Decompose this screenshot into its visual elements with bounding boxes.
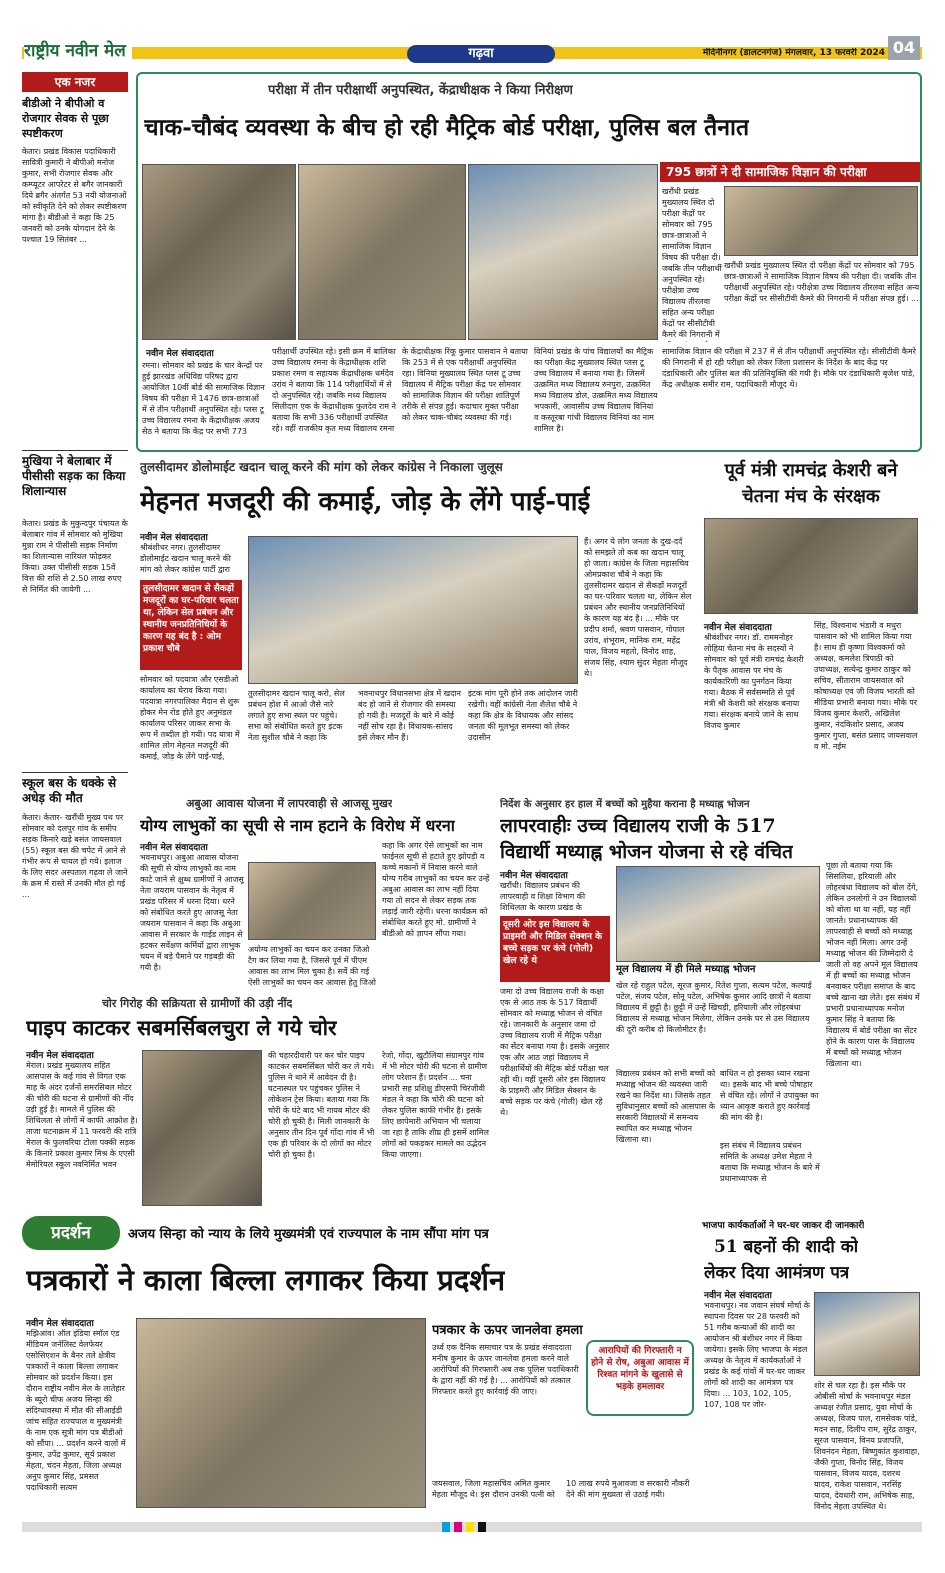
congress-body-4: भवनाथपुर विधानसभा क्षेत्र में खदान बंद हो जाने से रोजगार की समस्या हो गयी है। मजदूरों के बारे में कोई नहीं सोच रहा है। विधायक-सांसद इसे लेकर मौन हैं। [358,689,461,742]
mdm-body-4: विद्यालय प्रबंधन को सभी बच्चों को मध्याह्न भोजन की व्यवस्था जारी रखने का निर्देश था। जिसके तहत सुविधानुसार बच्चों को आसपास के सरकारी विद्यालयों में समन्वय स्थापित कर मध्याह्न भोजन खिलाना था। [616,1069,716,1144]
sidebar-label: एक नजर [22,72,128,92]
registration-mark [454,1522,462,1532]
lead-kharoundhi-text: खरौंधी प्रखंड मुख्यालय स्थित दो परीक्षा केंद्रों पर सोमवार को 795 छात्र-छात्राओं ने सामाजिक विज्ञान विषय की परीक्षा दी। जबकि तीन परीक्षार्थी अनुपस्थित रहे। परीक्षेत्रा उच्च विद्यालय तीरलवा सहित अन्य परीक्षा केंद्रों पर सीसीटीवी कैमरे की निगरानी में [662,187,722,339]
pipe-body-2: की चहारदीवारी पर कर चोर पाइप काटकर सबमर्सिबल चोरी कर ले गये। पुलिस ने थाने में आवेदन दी है। घटनास्थल पर पहुंचकर पुलिस ने लोकेशन ट्रेस किया। बताया गया कि चोरी के घंटे बाद भी गायब मोटर की चोरी हो चुकी है। मिली जानकारी के अनुसार तीन दिन पूर्व गोंदा गांव में भी एक ही परिवार के दो लोगों का मोटर चोरी हो चुका है। [268,1051,375,1159]
sidebar-story-3-body: केतार। केतार- खरौंधी मुख्य पथ पर सोमवार को दलपुर गांव के समीप सड़क किनारे खड़े बसंत जायसवाल (55) स्कूल बस की चपेट में आने से गंभीर रूप से घायल हो गये। इलाज के लिए सदर अस्पताल गढ़वा ले जाने के क्रम में रास्ते में उनकी मौत हो गई ... [22,813,128,899]
protest-kicker: अजय सिन्हा को न्याय के लिये मुख्यमंत्री एवं राज्यपाल के नाम सौंपा मांग पत्र [128,1227,489,1242]
footer-bar [22,1522,922,1532]
lead-byline: नवीन मेल संवाददाता [146,349,214,359]
abua-photo [248,862,376,940]
sidebar-divider [22,772,128,773]
lead-body-left: रमना। सोमवार को प्रखंड के चार केन्द्रों पर हुई झारखंड अधिविद्य परिषद द्वारा आयोजित 10वीं बोर्ड की सामाजिक विज्ञान विषय की परीक्षा में 1476 छात्र-छात्राओं में से तीन परीक्षार्थी अनुपस्थित रहे। प्लस टू उच्च विद्यालय रमना के केंद्राधीक्षक अजय सेठ ने बताया कि केंद्र पर सभी 773 [142,361,265,436]
congress-headline: मेहनत मजदूरी की कमाई, जोड़ के लेंगे पाई-पाई [140,487,591,517]
pipe-story [22,994,492,1208]
wedding-byline: नवीन मेल संवाददाता [704,1291,772,1301]
wedding-story [700,1216,922,1516]
wedding-headline-1: 51 बहनों की शादी को [714,1237,859,1257]
sidebar-story-1-head: बीडीओ ने बीपीओ व रोजगार सेवक से पूछा स्पष्टीकरण [22,97,109,140]
pipe-kicker: चोर गिरोह की सक्रियता से ग्रामीणों की उड़ी नींद [102,997,293,1010]
registration-mark [442,1522,450,1532]
protest-headline: पत्रकारों ने काला बिल्ला लगाकर किया प्रदर्शन [26,1263,506,1297]
registration-mark [466,1522,474,1532]
page-number: 04 [888,36,920,60]
congress-quote: तुलसीदामर खदान से सैकड़ों मजदूरों का घर-परिवार चलता था, लेकिन सेल प्रबंधन और स्थानीय जनप्रतिनिधियों के कारण यह बंद है : ओम प्रकाश चौबे [140,580,242,670]
pipe-headline: पाइप काटकर सबमर्सिबलचुरा ले गये चोर [26,1015,337,1040]
protest-body-3: जयसवाल, जिला महासचिव अमित कुमार मेहता मौजूद थे। इस दौरान उनकी पत्नी को [432,1479,555,1499]
mdm-body-7: पूछा तो बताया गया कि सिसलिया, हरियाली और लोहरबंधा विद्यालय को बोल देंगे, लेकिन उनलोगों ने उन विद्यालयों को बोला था या नहीं, यह नहीं जानते। प्रधानाध्यापक की लापरवाही से बच्चों को मध्याह्न भोजन नहीं मिला। अगर उन्हें मध्याह्न भोजन की जिम्मेदारी दे जाती तो वह अपने मूल विद्यालय में ही बच्चों का मध्याह्न भोजन बनवाकर परीक्षा समाप्त के बाद बच्चे खाना खा लेते। इस संबंध में प्रभारी प्रधानाध्यापक मनोज कुमार सिंह ने बताया कि विद्यालय में बोर्ड परीक्षा का सेंटर होने के कारण पास के विद्यालय में बच्चों को मध्याह्न भोजन खिलाना था। [826,861,920,1068]
sidebar-story-1-body: केतार। प्रखंड विकास पदाधिकारी सावित्री कुमारी ने बीपीओ मनोज कुमार, सभी रोजगार सेवक और कम्प्यूटर आपरेटर से बगैर जानकारी दिये ब्रगैर अंतर्गत 53 नयी योजनाओं को स्वीकृति देने को लेकर स्पष्टीकरण मांगा है। बीडीओ ने कहा कि 25 जनवरी को उनके योगदान देने के पश्चात 19 सितंबर ... [22,147,127,244]
abua-byline: नवीन मेल संवाददाता [140,843,208,853]
congress-story [136,456,696,791]
congress-byline: नवीन मेल संवाददाता [140,533,208,543]
abua-story [136,794,492,990]
registration-mark [478,1522,486,1532]
mdm-kicker: निर्देश के अनुसार हर हाल में बच्चों को मुहैया कराना है मध्याह्न भोजन [500,799,750,810]
lead-kharoundhi-bottom: सामाजिक विज्ञान की परीक्षा में 237 में से तीन परीक्षार्थी अनुपस्थित रहे। सीसीटीवी कैमरे की निगरानी में हो रही परीक्षा को लेकर जिला प्रशासन के निर्देश के बाद केंद्र पर दंडाधिकारी और पुलिस बल की प्रतिनियुक्ति की गयी है। मौके पर दंडाधिकारी बृजेश पांडे, केंद्र अधीक्षक समीर राम, पदाधिकारी मौजूद थे। [662,347,919,389]
lead-body-mid: परीक्षार्थी उपस्थित रहे। इसी क्रम में बालिका उच्च विद्यालय रमना के केंद्राधीक्षक शशि प्रकाश रमण व सहायक केंद्राधीक्षक धर्मदेव उरांव ने बताया कि 114 परीक्षार्थियों में से दो अनुपस्थित रहे। जबकि मध्य विद्यालय सिलीदाग एक के केंद्राधीक्षक फुलदेव राम ने बताया कि सभी 336 परीक्षार्थी उपस्थित रहे। वहीं राजकीय कृत मध्य विद्यालय रमना [272,347,396,433]
wedding-headline-2: लेकर दिया आमंत्रण पत्र [704,1263,850,1283]
congress-body-2: सोमवार को पदयात्रा और एसडीओ कार्यालय का घेराव किया गया। पदयात्रा नगरपालिका मैदान से शुरू होकर मेन रोड होते हुए अनुमंडल कार्यालय परिसर जाकर सभा के रूप में तब्दील हो गयी। पद यात्रा में शामिल लोग मेहनत मजदूरी की कमाई, जोड़ के लेंगे पाई-पाई, [140,675,242,761]
congress-body-1: श्रीबंशीधर नगर। तुलसीदामर डोलोमाईट खदान चालू करने की मांग को लेकर कांग्रेस पार्टी द्वारा [140,543,234,574]
lead-kharoundhi-text-wide: खरौंधी प्रखंड मुख्यालय स्थित दो परीक्षा केंद्रों पर सोमवार को 795 छात्र-छात्राओं ने सामाजिक विज्ञान विषय की परीक्षा दी। जबकि तीन परीक्षार्थी अनुपस्थित रहे। परीक्षेत्रा उच्च विद्यालय तीरलवा सहित अन्य परीक्षा केंद्रों पर सीसीटीवी कैमरे की निगरानी में परीक्षा संपन्न हुई। ... [724,261,920,303]
mdm-body-5: बाधित न हो इसका ध्यान रखना था। इसके बाद भी बच्चे पोषाहार से वंचित रहे। लोगों ने उपायुक्त का ध्यान आकृष्ट कराते हुए कार्रवाई की मांग की है। [720,1069,819,1122]
kesari-story [700,456,922,791]
section-name: गढ़वा [407,45,555,63]
protest-body-4: 10 लाख रुपये मुआवजा व सरकारी नौकरी देने की मांग मुख्यता से उठाई गयी। [566,1479,693,1499]
lead-photo-2 [298,164,466,340]
pipe-body-1: मेराल। प्रखंड मुख्यालय सहित आसपास के कई गांव से विगत एक माह के अंदर दर्जनों समरसिबल मोटर की चोरी की घटना से ग्रामीणों की नींद उड़ी हुई है। मामले में पुलिस की शिथिलता से लोगों में काफी आक्रोश है। ताजा घटनाक्रम में 11 फरवरी की रात्रि मेराल के फुलवरिया टोला पक्की सड़क के किनारे प्रकाश कुमार मिश्र के एएसी मेमोरियल स्कूल नवनिर्मित भवन [26,1061,138,1169]
protest-body-2: उर्ध्व एक दैनिक समाचार पत्र के प्रखंड संवाददाता मनीष कुमार के ऊपर जानलेवा हमला करने वाले आरोपियों की गिरफ्तारी अब तक पुलिस पदाधिकारी के द्वारा नहीं की गई है। ... आरोपियों को तत्काल गिरफ्तार करते हुए कार्रवाई की जाए। [432,1343,582,1396]
wedding-kicker: भाजपा कार्यकर्ताओं ने घर-घर जाकर दी जानकारी [702,1221,865,1231]
kesari-body-2: सिंह, विश्वनाथ भंडारी व मधुरा पासवान को भी शामिल किया गया है। साथ ही कृष्णा विश्वकर्मा को अध्यक्ष, कमलेश त्रिपाठी को उपाध्यक्ष, सत्येन्द्र कुमार ठाकुर को सचिव, सीताराम जायसवाल को कोषाध्यक्ष एवं जी विजय भारती को मीडिया प्रभारी बनाया गया। मौके पर विजय कुमार केशरी, अखिलेश कुमार, नंदकिशोर प्रसाद, अजय कुमार गुप्ता, बसंत प्रसाद जायसवाल व मो. नईम [814,621,920,751]
kesari-byline: नवीन मेल संवाददाता [704,623,772,633]
lead-headline: चाक-चौबंद व्यवस्था के बीच हो रही मैट्रिक बोर्ड परीक्षा, पुलिस बल तैनात [144,114,750,141]
wedding-body-2: शोर से चल रहा है। इस मौके पर ओबीसी मोर्चा के भवनाथपुर मंडल अध्यक्ष रंजीत प्रसाद, युवा मोर्चा के अध्यक्ष, विजय पाल, रामसेवक पांडे, मदन साह, दिलीप राम, सुरेंद्र ठाकुर, सूरज पासवान, विनय प्रजापति, शिवनंदन मेहता, बिष्णुकांत कुशवाहा, जैकी गुप्ता, विनोद सिंह, विजय पासवान, विजय यादव, दशरथ यादव, राकेश पासवान, नरसिंह यादव, देवधारी राम, अभिषेक साह, विनोद मेहता उपस्थित थे। [814,1381,920,1511]
masthead [22,30,922,66]
kesari-photo [704,518,918,614]
mdm-photo-caption: मूल विद्यालय में ही मिले मध्याह्न भोजन [616,964,756,975]
sidebar-story-2-head: मुखिया ने बेलाबार में पीसीसी सड़क का किया शिलान्यास [22,454,126,498]
abua-body-1: भवनाथपुर। अबुआ आवास योजना की सूची से योग्य लाभुकों का नाम काटे जाने से क्षुब्ध ग्रामीणों ने आजसू नेता जयराम पासवान के नेतृत्व में प्रखंड परिसर में धरना दिया। धरने को संबोधित करते हुए आजसू नेता जयराम पासवान ने कहा कि अबुआ आवास में सरकार के गाईड लाइन से हटकर सर्वेक्षण कर्मियों द्वारा लाभुक चयन में बड़े पैमाने पर गड़बड़ी की गयी है। [140,853,244,972]
lead-photo-4 [724,186,918,256]
wedding-photo [814,1292,920,1376]
kesari-body-1: श्रीबंशीधर नगर। डॉ. राममनोहर लोहिया चेतना मंच के सदस्यों ने सोमवार को पूर्व मंत्री रामचंद्र केशरी के पैतृक आवास पर मंच के कार्यकारिणी का पुनर्गठन किया गया। बैठक में सर्वसम्मति से पूर्व मंत्री श्री केशरी को संरक्षक बनाया गया। संरक्षक बनाये जाने के साथ विजय कुमार [704,633,807,730]
congress-body-5: इंटक मांग पूरी होने तक आंदोलन जारी रखेगी। वहीं कांग्रेसी नेता शैलेश चौबे ने कहा कि क्षेत्र के विधायक और सांसद जनता की मूलभूत समस्या को लेकर उदासीन [468,689,578,742]
protest-body-1: मझिआंव। ऑल इंडिया स्मॉल एंड मीडियम जर्नलिस्ट वेलफेयर एसोसिएशन के बैनर तले क्षेत्रीय पत्रकारों ने काला बिल्ला लगाकर सोमवार को प्रदर्शन किया। इस दौरान राष्ट्रीय नवीन मेल के लातेहार के ब्यूरो चीफ अजय सिन्हा की संदिग्धावस्था में मौत की सीआईडी जांच सहित राज्यपाल व मुख्यमंत्री के नाम एक सूत्री मांग पत्र बीडीओ को सौंपा। ... प्रदर्शन करने वालों में कुमार, उपेंद्र कुमार, सूर्य प्रकाश मेहता, चंदन मेहता, जिला अध्यक्ष अनुप कुमार सिंह, प्रमसत पदाधिकारी सत्यम [26,1329,129,1492]
wedding-body-1: भवनाथपुर। नव जवान संघर्ष मोर्चा के स्थापना दिवस पर 28 फरवरी को 51 गरीब कन्याओं की शादी का आयोजन श्री बंशीधर नगर में किया जायेगा। इसके लिए भाजपा के मंडल अध्यक्ष के नेतृत्व में कार्यकर्ताओं ने प्रखंड के कई गांवों में घर-घर जाकर लोगों को शादी का आमंत्रण पत्र दिया। ... 103, 102, 105, 107, 108 पर जोर- [704,1301,810,1409]
pipe-body-3: रेजो, गोंदा, खुटौलिया संग्रामपुर गांव में भी मोटर चोरी की घटना से ग्रामीण लोग परेशान हैं। प्रदर्शन ... चना प्रभारी सह प्रशिक्षु डीएसपी चिरंजीवी मंडल ने कहा कि चोरी की घटना को लेकर पुलिस काफी गंभीर है। इसके लिए छापेमारी अभियान भी चलाया जा रहा है ताकि शीघ्र ही इसमें शामिल लोगों को पकड़कर मामले का उद्भेदन किया जाएगा। [382,1051,489,1159]
lead-body-right: के केंद्राधीक्षक रिंकू कुमार पासवान ने बताया कि 253 में से एक परीक्षार्थी अनुपस्थित रहा। विनियां मुख्यालय स्थित प्लस टू उच्च विद्यालय में मैट्रिक परीक्षा केंद्र पर सोमवार को सामाजिक विज्ञान की परीक्षा शांतिपूर्ण तरीके से संपन्न हुई। कदाचार मुक्त परीक्षा को लेकर चाक-चौबंद व्यवस्था की गई। [402,347,528,422]
dateline: मेदिनीनगर (डालटनगंज) मंगलवार, 13 फरवरी 2024 [702,48,885,58]
lead-photo-1 [142,164,296,340]
mdm-headline-2: विद्यार्थी मध्याह्न भोजन योजना से रहे वंचित [500,841,793,863]
lead-body-far: विनियां प्रखंड के पांच विद्यालयों का मैट्रिक का परीक्षा केंद्र मुख्यालय स्थित प्लस टू उच्च विद्यालय में बनाया गया है। जिसमें उत्क्रमित मध्य विद्यालय रुनपुरा, उत्क्रमित मध्य विद्यालय डोल, उत्क्रमित मध्य विद्यालय भपकारी, आवासीय उच्च विद्यालय विनियां व कस्तूरबा गांधी विद्यालय विनियां का नाम शामिल है। [534,347,658,433]
protest-quote: आरापियों की गिरफ्तारी न होने से रोष, अबुआ आवास में रिश्वत मांगने के खुलासे से भड़के हमलावर [586,1340,694,1416]
mdm-body-1: खरौंधी। विद्यालय प्रबंधन की लापरवाही व शिक्षा विभाग की शिथिलता के कारण प्रखंड के [500,881,588,912]
mdm-photo [616,866,820,962]
protest-label: प्रदर्शन [22,1216,120,1250]
sidebar-divider [22,450,128,451]
sidebar-story-3-head: स्कूल बस के धक्के से अधेड़ की मौत [22,776,117,805]
lead-subhead: 795 छात्रों ने दी सामाजिक विज्ञान की परीक्षा [660,162,920,182]
mdm-quote: दूसरी ओर इस विद्यालय के प्राइमरी और मिडिल सेक्शन के बच्चे सड़क पर कंचे (गोली) खेल रहे थे [500,916,610,982]
congress-kicker: तुलसीदामर डोलोमाईट खदान चालू करने की मांग को लेकर कांग्रेस ने निकाला जुलूस [140,460,503,474]
abua-headline: योग्य लाभुकों का सूची से नाम हटाने के विरोध में धरना [140,816,455,835]
abua-kicker: अबुआ आवास योजना में लापरवाही से आजसू मुखर [186,797,393,810]
lead-story [136,72,922,452]
abua-body-3: कहा कि अगर ऐसे लाभुकों का नाम फाईनल सूची से हटाते हुए झोपड़ी व कच्चे मकानों में निवास करने वाले योग्य गरीब लाभुकों का चयन कर उन्हें अबुआ आवास का लाभ नहीं दिया गया तो सदन से लेकर सड़क तक लड़ाई जारी रहेगी। धरना कार्यक्रम को संबोधित करते हुए मो. ग्रामीणों ने बीडीओ को ज्ञापन सौंपा गया। [382,841,490,938]
protest-photo [136,1318,426,1508]
protest-sub: पत्रकार के ऊपर जानलेवा हमला [432,1323,583,1338]
pipe-photo [142,1050,262,1206]
mdm-byline: नवीन मेल संवाददाता [500,871,568,881]
mdm-body-6: इस संबंध में विद्यालय प्रबंधन समिति के अध्यक्ष उमेश मेहता ने बताया कि मध्याह्न भोजन के बारे में प्रधानाध्यापक से [720,1141,820,1183]
lead-kicker: परीक्षा में तीन परीक्षार्थी अनुपस्थित, केंद्राधीक्षक ने किया निरीक्षण [268,83,573,98]
congress-photo [248,536,578,684]
protest-byline: नवीन मेल संवाददाता [26,1319,94,1329]
sidebar-story-2-body: केतार। प्रखंड के मुकुन्दपुर पंचायत के बेलाबार गांव में सोमवार को मुखिया मुन्ना राम ने पीसीसी सड़क निर्माण का शिलान्यास नारियल फोड़कर किया। उक्त पीसीसी सड़क 15वें वित्त की राशि से 2.50 लाख रुपए से निर्मित की जायेगी ... [22,519,128,594]
mdm-body-3: खेल रहे राहुल पटेल, सूरज कुमार, रितेश गुप्ता, सत्यम पटेल, कल्याई पटेल, संजय पटेल, सोनू पटेल, अभिषेक कुमार आदि छात्रों ने बताया विद्यालय में छुट्टी है। छुट्टी में उन्हें खिचड़ी, हरियाली और लोहरबंधा विद्यालय से मध्याह्न भोजन मिलेगा, लेकिन उनके घर से उस विद्यालय की दूरी करीब दो किलोमीटर है। [616,981,815,1034]
mdm-story [496,794,922,1214]
paper-name: राष्ट्रीय नवीन मेल [24,38,132,61]
protest-story [22,1216,696,1516]
mdm-headline-1: लापरवाहीः उच्च विद्यालय राजी के 517 [500,815,776,837]
pipe-byline: नवीन मेल संवाददाता [26,1051,94,1061]
congress-body-3: तुलसीदामर खदान चालू करो, सेल प्रबंधन होश में आओ जैसे नारे लगाते हुए सभा स्थल पर पहुंचे। सभा को संबोधित करते हुए इंटक नेता सुशील चौबे ने कहा कि [248,689,348,742]
lead-photo-3 [468,164,658,340]
kesari-headline: पूर्व मंत्री रामचंद्र केशरी बने चेतना मंच के संरक्षक [724,460,898,507]
mdm-body-2: जमा दो उच्च विद्यालय राजी के कक्षा एक से आठ तक के 517 विद्यार्थी सोमवार को मध्याह्न भोजन से वंचित रहे। जानकारी के अनुसार जमा दो उच्च विद्यालय राजी में मैट्रिक परीक्षा का सेंटर बनाया गया है। इसके अनुसार एक और आठ जहां विद्यालय में परीक्षार्थियों की मैट्रिक बोर्ड परीक्षा चल रही थी। वहीं दूसरी ओर इस विद्यालय के प्राइमरी और मिडिल सेक्शन के बच्चे सड़क पर कंचे (गोली) खेल रहे थे। [500,987,610,1117]
abua-body-2: अयोग्य लाभुकों का चयन कर उनका जिओ टैग कर लिया गया है, जिससे पूर्व में पीएम आवास का लाभ मिल चुका है। सर्वे की गई ऐसी लाभुकों का चयन कर आवास हेतु जिओ [248,945,376,987]
congress-body-6: हैं। अगर ये लोग जनता के दुख-दर्द को समझते तो कब का खदान चालू हो जाता। कांग्रेस के जिला महासचिव ओमप्रकाश चौबे ने कहा कि तुलसीदामर खदान से सैकड़ों मजदूरों का घर-परिवार चलता था, लेकिन सेल प्रबंधन और स्थानीय जनप्रतिनिधियों के कारण यह बंद है। ... मौके पर प्रदीप शर्मा, श्रवण पासवान, गोपाल उरांव, शंभूराम, मानिक राम, महेंद्र पाल, विजय महतो, विनोद शाह, संजय सिंह, श्याम सुंदर मेहता मौजूद थे। [584,537,692,678]
